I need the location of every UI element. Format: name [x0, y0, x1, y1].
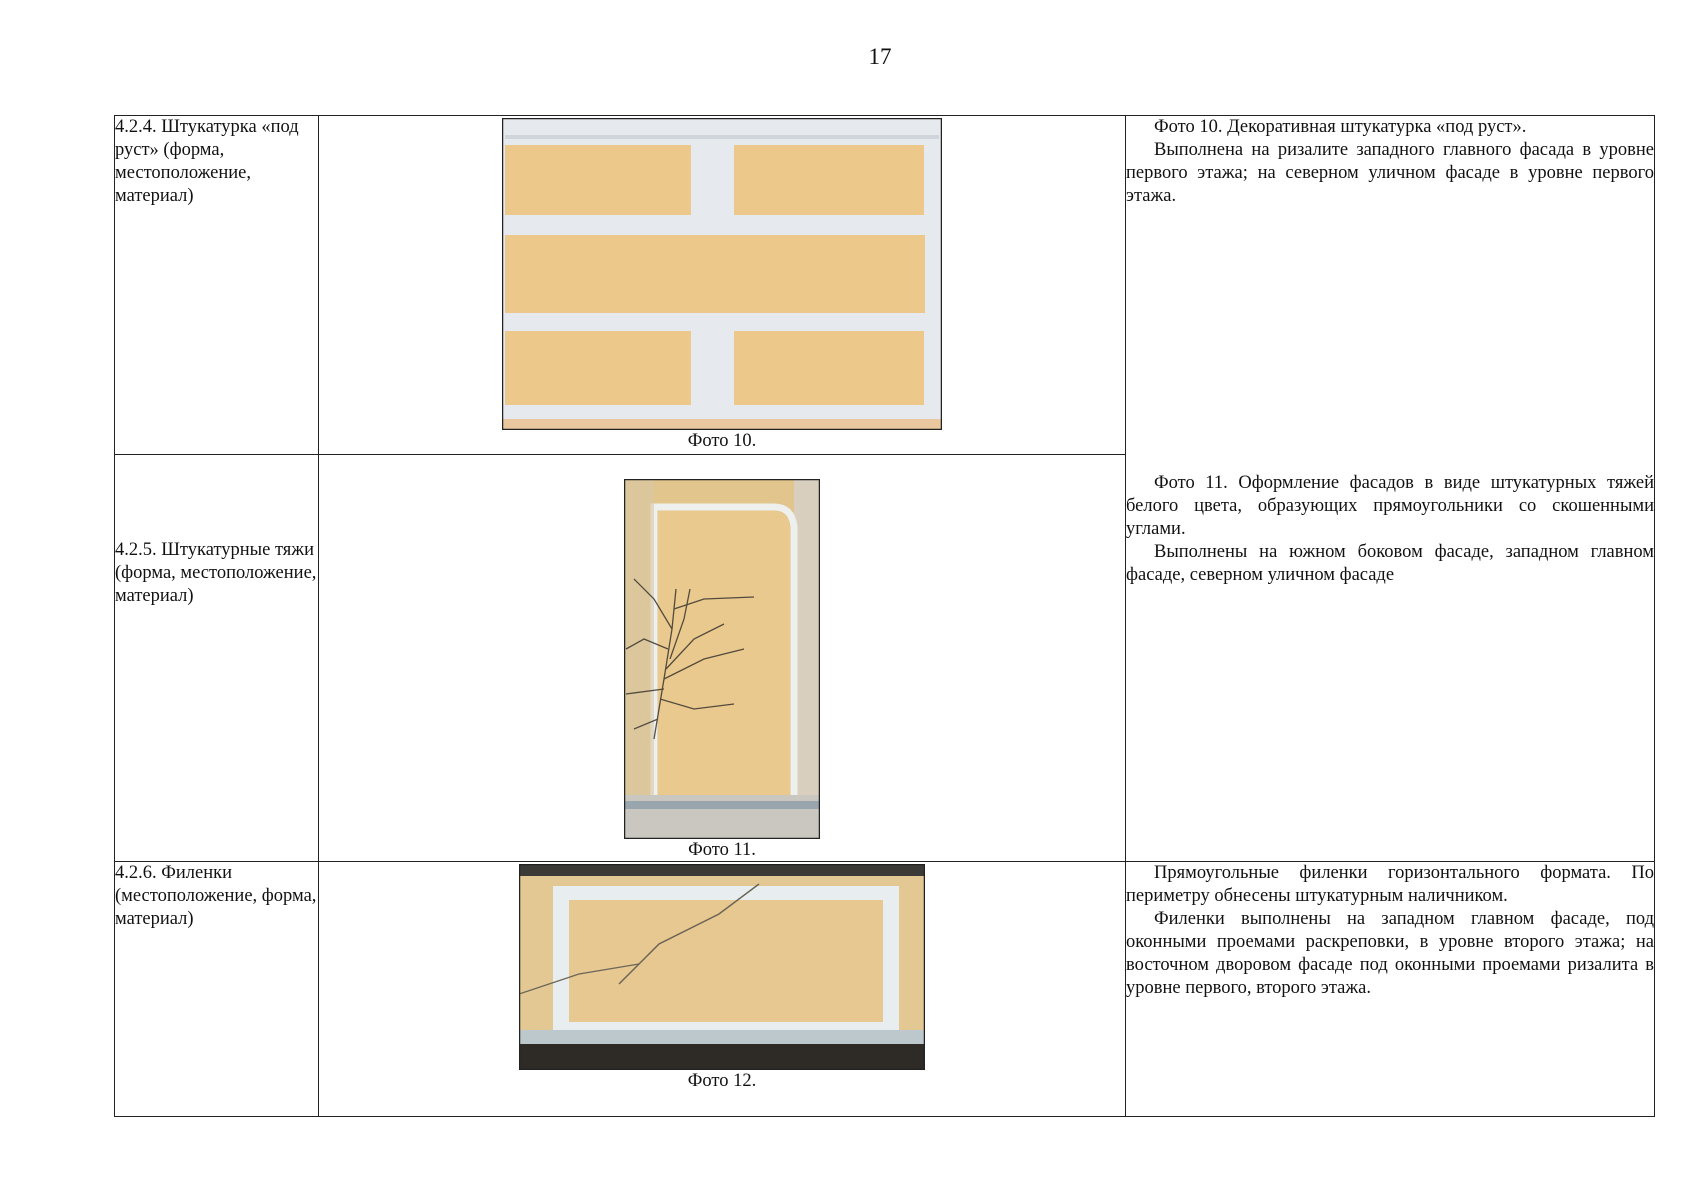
description-cell [1126, 862, 1655, 1117]
description-paragraph: Выполнены на южном боковом фасаде, западном главном фасаде, северном уличном фасаде [1126, 542, 1654, 585]
photo-caption: Фото 11. [688, 840, 756, 860]
row-label-cell [115, 116, 319, 455]
panel-photo [519, 864, 925, 1070]
row-label: 4.2.4. Штукатурка «под руст» (форма, местоположение, материал) [115, 117, 299, 206]
description-paragraph: Фото 11. Оформление фасадов в виде штукатурных тяжей белого цвета, образующих прямоугольники со скошенными углами. [1126, 473, 1654, 539]
plaster-bands-photo [624, 479, 820, 839]
row-label: 4.2.5. Штукатурные тяжи (форма, местоположение, материал) [115, 540, 317, 606]
elements-table [114, 115, 1655, 1117]
photo-caption: Фото 10. [687, 431, 757, 451]
rustication-plaster-photo [502, 118, 942, 430]
row-label: 4.2.6. Филенки (местоположение, форма, материал) [115, 863, 317, 929]
photo-cell [319, 455, 1126, 862]
photo-cell [319, 116, 1126, 455]
photo-cell [319, 862, 1126, 1117]
table-row [115, 116, 1655, 455]
description-paragraph: Филенки выполнены на западном главном фасаде, под оконными проемами раскреповки, в уровне второго этажа; на восточном дворовом фасаде под оконными проемами ризалита в уровне первого, второго этажа. [1126, 909, 1654, 998]
description-paragraph: Прямоугольные филенки горизонтального формата. По периметру обнесены штукатурным наличником. [1126, 863, 1654, 906]
description-cell [1126, 116, 1655, 862]
table-row [115, 862, 1655, 1117]
photo-caption: Фото 12. [687, 1071, 757, 1091]
row-label-cell [115, 455, 319, 862]
description-paragraph: Фото 10. Декоративная штукатурка «под руст». [1154, 117, 1527, 137]
description-paragraph: Выполнена на ризалите западного главного фасада в уровне первого этажа; на северном уличном фасаде в уровне первого этажа. [1126, 140, 1654, 206]
page-number: 17 [868, 44, 892, 69]
row-label-cell [115, 862, 319, 1117]
